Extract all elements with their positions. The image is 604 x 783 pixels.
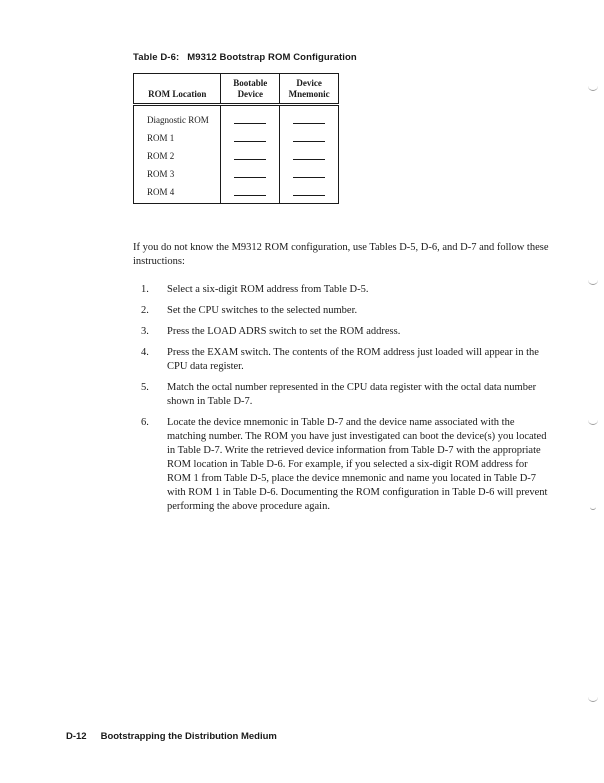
bootable-device-blank	[221, 129, 280, 147]
step-text: Press the LOAD ADRS switch to set the ROM address.	[167, 326, 401, 337]
step-text: Set the CPU switches to the selected number.	[167, 305, 358, 316]
rom-location-cell: ROM 3	[147, 169, 175, 179]
page-number: D-12	[66, 731, 87, 742]
binding-hole-mark	[588, 86, 598, 91]
rom-configuration-table	[133, 73, 339, 204]
device-mnemonic-blank	[280, 129, 339, 147]
list-item	[133, 283, 553, 297]
rom-location-cell: Diagnostic ROM	[147, 115, 209, 125]
step-number: 1.	[141, 284, 149, 295]
column-header-rom-location: ROM Location	[134, 74, 221, 105]
list-item	[133, 304, 553, 318]
table-number: Table D-6:	[133, 52, 180, 63]
step-text: Press the EXAM switch. The contents of the ROM address just loaded will appear in the CPU data register.	[167, 347, 539, 372]
rom-location-cell: ROM 1	[147, 133, 175, 143]
table-row	[134, 105, 339, 130]
list-item	[133, 381, 553, 409]
footer-title: Bootstrapping the Distribution Medium	[100, 731, 277, 742]
binding-hole-mark	[588, 420, 598, 425]
step-text: Locate the device mnemonic in Table D-7 and the device name associated with the matching number. The ROM you have just investigated can boot the device(s) you located in Table D-7. Write the retrieved device information from Table D-7 with the appropriate ROM location in Table D-6. For example, if you selected a six-digit ROM address for ROM 1 from Table D-5, place the device mnemonic and name you located in Table D-7 with ROM 1 in Table D-6. Documenting the ROM configuration in Table D-6 will prevent performing the above procedure again.	[167, 417, 548, 512]
column-header-device-mnemonic: Device Mnemonic	[280, 74, 339, 105]
table-caption	[133, 52, 357, 63]
column-header-bootable-device: Bootable Device	[221, 74, 280, 105]
device-mnemonic-blank	[280, 147, 339, 165]
bootable-device-blank	[221, 183, 280, 204]
device-mnemonic-blank	[280, 165, 339, 183]
table-row	[134, 165, 339, 183]
table-header-row	[134, 74, 339, 105]
table-title: M9312 Bootstrap ROM Configuration	[187, 52, 357, 63]
step-text: Match the octal number represented in the CPU data register with the octal data number shown in Table D-7.	[167, 382, 537, 407]
table-row	[134, 183, 339, 204]
page-footer	[66, 731, 277, 742]
table-row	[134, 129, 339, 147]
bootable-device-blank	[221, 105, 280, 130]
intro-paragraph: If you do not know the M9312 ROM configuration, use Tables D-5, D-6, and D-7 and follow these instructions:	[133, 242, 549, 267]
list-item	[133, 325, 553, 339]
instruction-list	[133, 283, 553, 521]
step-number: 2.	[141, 305, 149, 316]
table-row	[134, 147, 339, 165]
binding-hole-mark	[588, 697, 598, 702]
step-number: 5.	[141, 382, 149, 393]
device-mnemonic-blank	[280, 183, 339, 204]
binding-hole-mark	[590, 505, 596, 510]
rom-location-cell: ROM 2	[147, 151, 175, 161]
step-number: 6.	[141, 417, 149, 428]
binding-hole-mark	[588, 280, 598, 285]
step-text: Select a six-digit ROM address from Table D-5.	[167, 284, 369, 295]
device-mnemonic-blank	[280, 105, 339, 130]
list-item	[133, 416, 553, 514]
step-number: 4.	[141, 347, 149, 358]
list-item	[133, 346, 553, 374]
bootable-device-blank	[221, 147, 280, 165]
rom-location-cell: ROM 4	[147, 187, 175, 197]
step-number: 3.	[141, 326, 149, 337]
bootable-device-blank	[221, 165, 280, 183]
